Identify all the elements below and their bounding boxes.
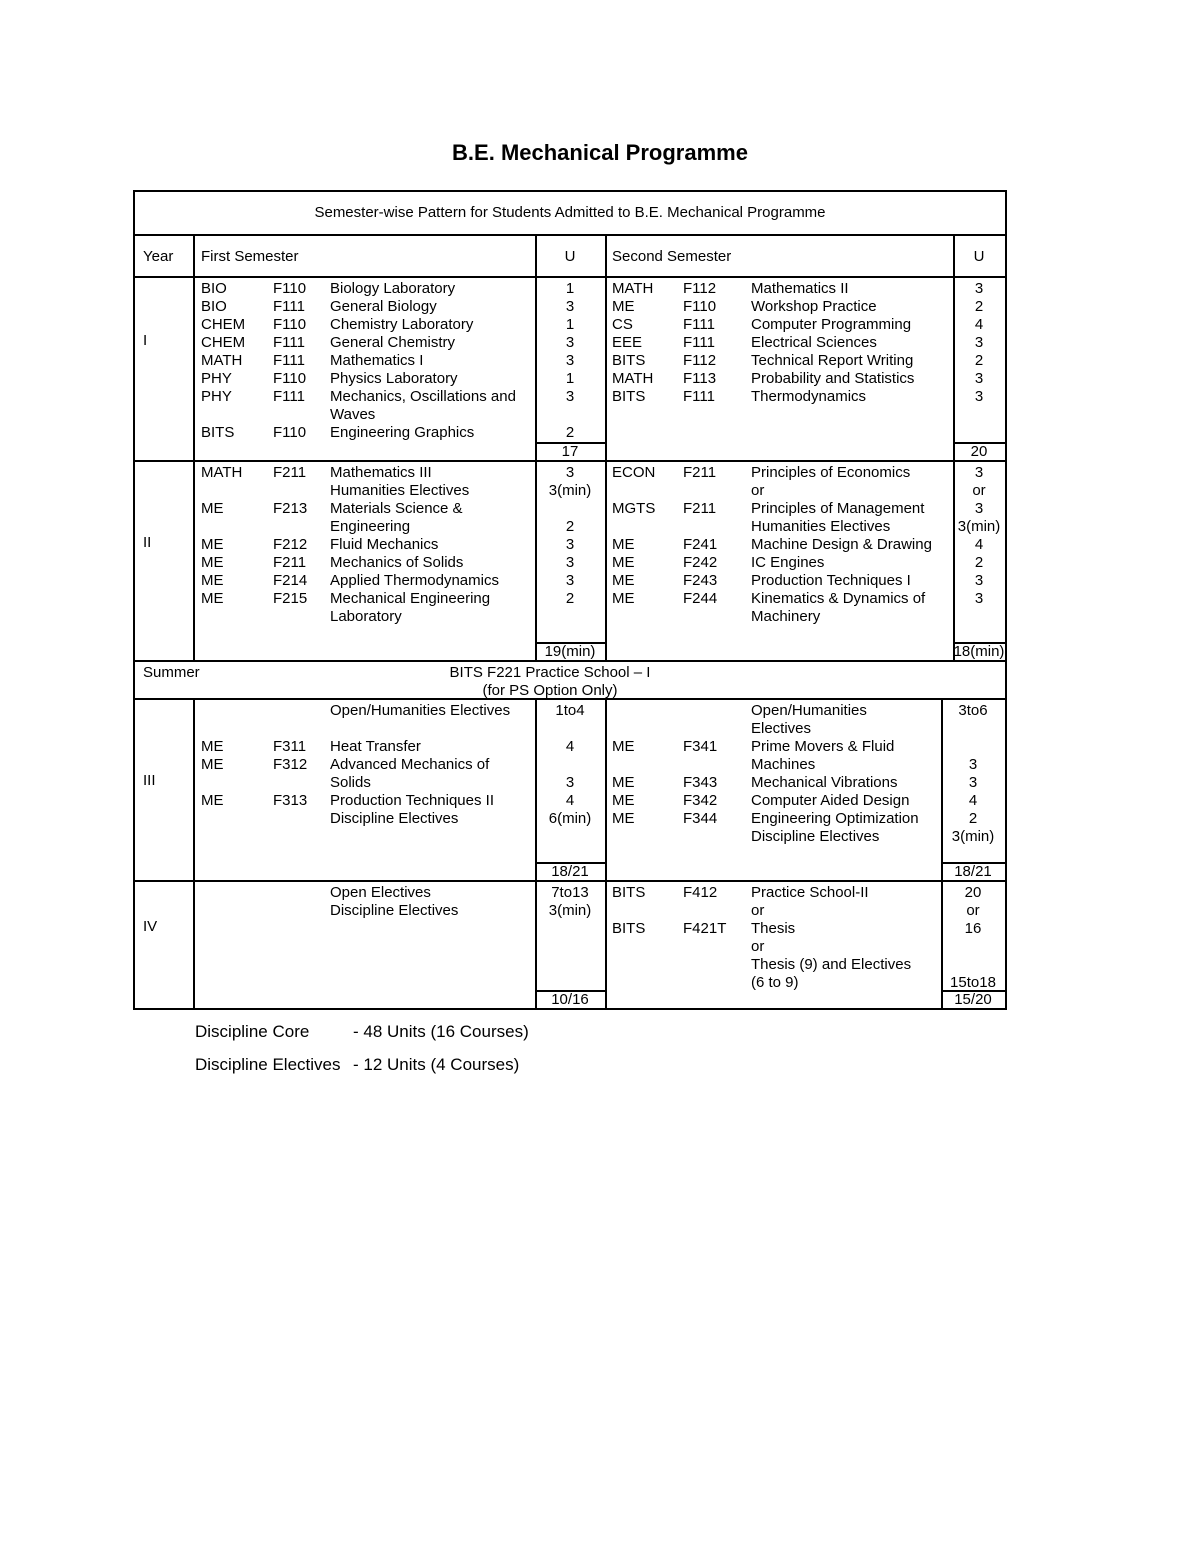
course-units: 3 xyxy=(565,554,575,571)
course-title: Mechanical Vibrations xyxy=(751,774,898,791)
course-dept: CHEM xyxy=(201,316,246,333)
semester-table xyxy=(133,190,1007,1010)
course-units: 3(min) xyxy=(548,902,592,919)
course-units: 3to6 xyxy=(958,702,988,719)
course-units: 15to18 xyxy=(950,974,996,991)
course-title: IC Engines xyxy=(751,554,825,571)
course-title: Applied Thermodynamics xyxy=(330,572,499,589)
course-title: Biology Laboratory xyxy=(330,280,456,297)
course-title: Open/Humanities Electives xyxy=(330,702,511,719)
course-code: F241 xyxy=(683,536,718,553)
course-title: Humanities Electives xyxy=(330,482,470,499)
course-units: 3 xyxy=(974,590,984,607)
course-title: Physics Laboratory xyxy=(330,370,458,387)
course-units: 3 xyxy=(565,536,575,553)
course-title: Machines xyxy=(751,756,816,773)
course-title: Solids xyxy=(330,774,371,791)
course-dept: BIO xyxy=(201,298,227,315)
course-units: 4 xyxy=(565,792,575,809)
course-code: F212 xyxy=(273,536,308,553)
course-title: (6 to 9) xyxy=(751,974,799,991)
course-dept: EEE xyxy=(612,334,643,351)
course-code: F412 xyxy=(683,884,718,901)
course-units: 3 xyxy=(565,334,575,351)
course-dept: MATH xyxy=(612,280,654,297)
course-title: or xyxy=(751,482,765,499)
course-code: F421T xyxy=(683,920,727,937)
course-dept: ME xyxy=(201,738,224,755)
summer-line-2: (for PS Option Only) xyxy=(482,682,618,699)
footnote-discipline-electives xyxy=(195,1055,519,1075)
footnote-value: - 48 Units (16 Courses) xyxy=(353,1022,529,1041)
course-units: 1 xyxy=(565,370,575,387)
header-second-semester: Second Semester xyxy=(612,248,732,265)
course-dept: ME xyxy=(201,792,224,809)
course-dept: MGTS xyxy=(612,500,656,517)
course-title: Open Electives xyxy=(330,884,431,901)
course-dept: ME xyxy=(201,536,224,553)
course-title: Principles of Management xyxy=(751,500,925,517)
course-title: Mathematics III xyxy=(330,464,432,481)
course-dept: ME xyxy=(612,590,635,607)
course-code: F243 xyxy=(683,572,718,589)
course-title: Prime Movers & Fluid xyxy=(751,738,895,755)
course-title: Mathematics II xyxy=(751,280,849,297)
course-dept: BIO xyxy=(201,280,227,297)
table-caption: Semester-wise Pattern for Students Admitted to B.E. Mechanical Programme xyxy=(314,204,826,221)
page-title: B.E. Mechanical Programme xyxy=(452,140,748,165)
course-title: Mechanics, Oscillations and xyxy=(330,388,516,405)
course-code: F311 xyxy=(273,738,307,755)
course-units: 3 xyxy=(968,756,978,773)
course-code: F112 xyxy=(683,280,717,297)
course-dept: ME xyxy=(612,792,635,809)
footnote-value: - 12 Units (4 Courses) xyxy=(353,1055,520,1074)
course-units: 2 xyxy=(974,352,984,369)
course-code: F312 xyxy=(273,756,308,773)
course-dept: ME xyxy=(612,738,635,755)
course-title: Advanced Mechanics of xyxy=(330,756,490,773)
course-units: 3 xyxy=(974,388,984,405)
course-units: 3 xyxy=(565,352,575,369)
course-title: Computer Programming xyxy=(751,316,912,333)
course-dept: ME xyxy=(612,554,635,571)
course-dept: ME xyxy=(612,536,635,553)
course-units: 2 xyxy=(565,424,575,441)
course-code: F342 xyxy=(683,792,718,809)
course-units: 7to13 xyxy=(551,884,589,901)
header-year: Year xyxy=(143,248,174,265)
course-units: 1to4 xyxy=(555,702,585,719)
course-code: F111 xyxy=(683,316,715,333)
total-y1-first: 17 xyxy=(561,443,579,460)
course-title: Principles of Economics xyxy=(751,464,911,481)
course-units: 4 xyxy=(974,316,984,333)
course-code: F313 xyxy=(273,792,308,809)
total-y1-second: 20 xyxy=(970,443,988,460)
total-y4-second: 15/20 xyxy=(954,991,992,1008)
course-title: Thesis (9) and Electives xyxy=(751,956,912,973)
course-code: F211 xyxy=(683,464,717,481)
course-title: Probability and Statistics xyxy=(751,370,915,387)
year-col-rule-a xyxy=(193,234,195,660)
course-title: Kinematics & Dynamics of xyxy=(751,590,926,607)
course-code: F211 xyxy=(273,554,307,571)
course-title: Humanities Electives xyxy=(751,518,891,535)
course-title: Production Techniques II xyxy=(330,792,494,809)
course-title: Laboratory xyxy=(330,608,402,625)
course-title: Practice School-II xyxy=(751,884,869,901)
course-code: F110 xyxy=(273,280,307,297)
summer-label: Summer xyxy=(143,664,200,681)
course-units: 3 xyxy=(974,334,984,351)
course-dept: BITS xyxy=(201,424,235,441)
course-title: or xyxy=(751,938,765,955)
footnote-discipline-core xyxy=(195,1022,529,1042)
course-units: 3 xyxy=(565,388,575,405)
course-units: 4 xyxy=(968,792,978,809)
header-units-2: U xyxy=(973,248,985,265)
course-code: F242 xyxy=(683,554,718,571)
course-units: 2 xyxy=(565,518,575,535)
course-title: Discipline Electives xyxy=(330,902,459,919)
course-units: 2 xyxy=(968,810,978,827)
course-dept: MATH xyxy=(201,464,243,481)
course-code: F112 xyxy=(683,352,717,369)
course-title: Waves xyxy=(330,406,376,423)
course-dept: ME xyxy=(612,774,635,791)
course-title: Thermodynamics xyxy=(751,388,867,405)
course-code: F110 xyxy=(273,424,307,441)
course-title: Machine Design & Drawing xyxy=(751,536,932,553)
course-units: 4 xyxy=(565,738,575,755)
course-dept: ME xyxy=(201,572,224,589)
course-units: 3 xyxy=(565,464,575,481)
summer-line-1: BITS F221 Practice School – I xyxy=(449,664,651,681)
course-title: Electives xyxy=(751,720,812,737)
course-title: Discipline Electives xyxy=(330,810,459,827)
course-code: F244 xyxy=(683,590,718,607)
u2-left-rule-b xyxy=(941,698,943,1008)
course-units: 2 xyxy=(974,298,984,315)
course-units: 2 xyxy=(565,590,575,607)
footnote-label: Discipline Core xyxy=(195,1022,310,1041)
year-label-3: III xyxy=(143,772,156,789)
course-dept: PHY xyxy=(201,370,232,387)
course-title: Machinery xyxy=(751,608,821,625)
course-title: Chemistry Laboratory xyxy=(330,316,474,333)
total-y2-second: 18(min) xyxy=(953,643,1005,660)
course-code: F110 xyxy=(273,316,307,333)
year-label-1: I xyxy=(143,332,148,349)
course-title: General Biology xyxy=(330,298,437,315)
year-label-4: IV xyxy=(143,918,158,935)
course-title: Heat Transfer xyxy=(330,738,421,755)
course-title: Open/Humanities xyxy=(751,702,867,719)
year-label-2: II xyxy=(143,534,152,551)
course-title: Electrical Sciences xyxy=(751,334,877,351)
header-units-1: U xyxy=(564,248,576,265)
course-title: Mathematics I xyxy=(330,352,424,369)
course-units: 4 xyxy=(974,536,984,553)
course-units: or xyxy=(966,902,980,919)
course-title: Fluid Mechanics xyxy=(330,536,439,553)
course-title: Materials Science & xyxy=(330,500,463,517)
course-title: Engineering Graphics xyxy=(330,424,475,441)
course-code: F110 xyxy=(273,370,307,387)
course-units: 3 xyxy=(974,370,984,387)
course-code: F215 xyxy=(273,590,308,607)
course-code: F111 xyxy=(683,388,715,405)
course-code: F111 xyxy=(273,352,305,369)
course-units: 1 xyxy=(565,316,575,333)
course-dept: MATH xyxy=(612,370,654,387)
course-units: 3 xyxy=(565,572,575,589)
course-title: Mechanics of Solids xyxy=(330,554,464,571)
course-dept: BITS xyxy=(612,920,646,937)
u1-right-rule-a xyxy=(605,234,607,660)
course-dept: ME xyxy=(201,500,224,517)
course-code: F213 xyxy=(273,500,308,517)
course-units: 6(min) xyxy=(548,810,592,827)
course-dept: ECON xyxy=(612,464,656,481)
course-code: F214 xyxy=(273,572,308,589)
header-divider xyxy=(135,276,1005,278)
course-units: 3 xyxy=(968,774,978,791)
course-dept: PHY xyxy=(201,388,232,405)
course-units: 2 xyxy=(974,554,984,571)
course-title: Engineering xyxy=(330,518,411,535)
course-title: Discipline Electives xyxy=(751,828,880,845)
total-y3-first: 18/21 xyxy=(551,863,589,880)
course-code: F111 xyxy=(273,334,305,351)
course-title: Technical Report Writing xyxy=(751,352,914,369)
course-title: Thesis xyxy=(751,920,796,937)
course-units: 3(min) xyxy=(957,518,1001,535)
course-code: F341 xyxy=(683,738,718,755)
course-code: F343 xyxy=(683,774,718,791)
total-y4-first: 10/16 xyxy=(551,991,589,1008)
course-code: F113 xyxy=(683,370,717,387)
course-units: 3 xyxy=(974,572,984,589)
course-units: 3 xyxy=(565,298,575,315)
course-code: F111 xyxy=(273,298,305,315)
u1-right-rule-b xyxy=(605,698,607,1008)
course-units: 3 xyxy=(974,500,984,517)
course-title: Workshop Practice xyxy=(751,298,877,315)
course-dept: ME xyxy=(201,590,224,607)
course-dept: CS xyxy=(612,316,633,333)
course-code: F211 xyxy=(683,500,717,517)
course-title: Engineering Optimization xyxy=(751,810,919,827)
course-units: 3 xyxy=(974,280,984,297)
course-units: 16 xyxy=(964,920,982,937)
course-dept: ME xyxy=(612,298,635,315)
course-code: F110 xyxy=(683,298,717,315)
course-dept: ME xyxy=(201,756,224,773)
course-dept: ME xyxy=(612,810,635,827)
year-col-rule-b xyxy=(193,698,195,1008)
course-dept: ME xyxy=(612,572,635,589)
header-first-semester: First Semester xyxy=(201,248,299,265)
course-dept: BITS xyxy=(612,388,646,405)
course-dept: CHEM xyxy=(201,334,246,351)
course-units: 3 xyxy=(974,464,984,481)
course-code: F344 xyxy=(683,810,718,827)
course-units: or xyxy=(972,482,986,499)
course-code: F211 xyxy=(273,464,307,481)
total-y2-first: 19(min) xyxy=(544,643,596,660)
course-dept: MATH xyxy=(201,352,243,369)
course-dept: BITS xyxy=(612,352,646,369)
course-units: 3(min) xyxy=(951,828,995,845)
course-units: 3 xyxy=(565,774,575,791)
course-units: 3(min) xyxy=(548,482,592,499)
course-code: F111 xyxy=(273,388,305,405)
caption-divider xyxy=(135,234,1005,236)
course-units: 20 xyxy=(964,884,982,901)
course-units: 1 xyxy=(565,280,575,297)
footnote-label: Discipline Electives xyxy=(195,1055,341,1074)
total-y3-second: 18/21 xyxy=(954,863,992,880)
course-dept: BITS xyxy=(612,884,646,901)
course-title: or xyxy=(751,902,765,919)
course-title: Mechanical Engineering xyxy=(330,590,491,607)
course-title: Computer Aided Design xyxy=(751,792,910,809)
course-title: Production Techniques I xyxy=(751,572,911,589)
course-title: General Chemistry xyxy=(330,334,456,351)
course-code: F111 xyxy=(683,334,715,351)
course-dept: ME xyxy=(201,554,224,571)
